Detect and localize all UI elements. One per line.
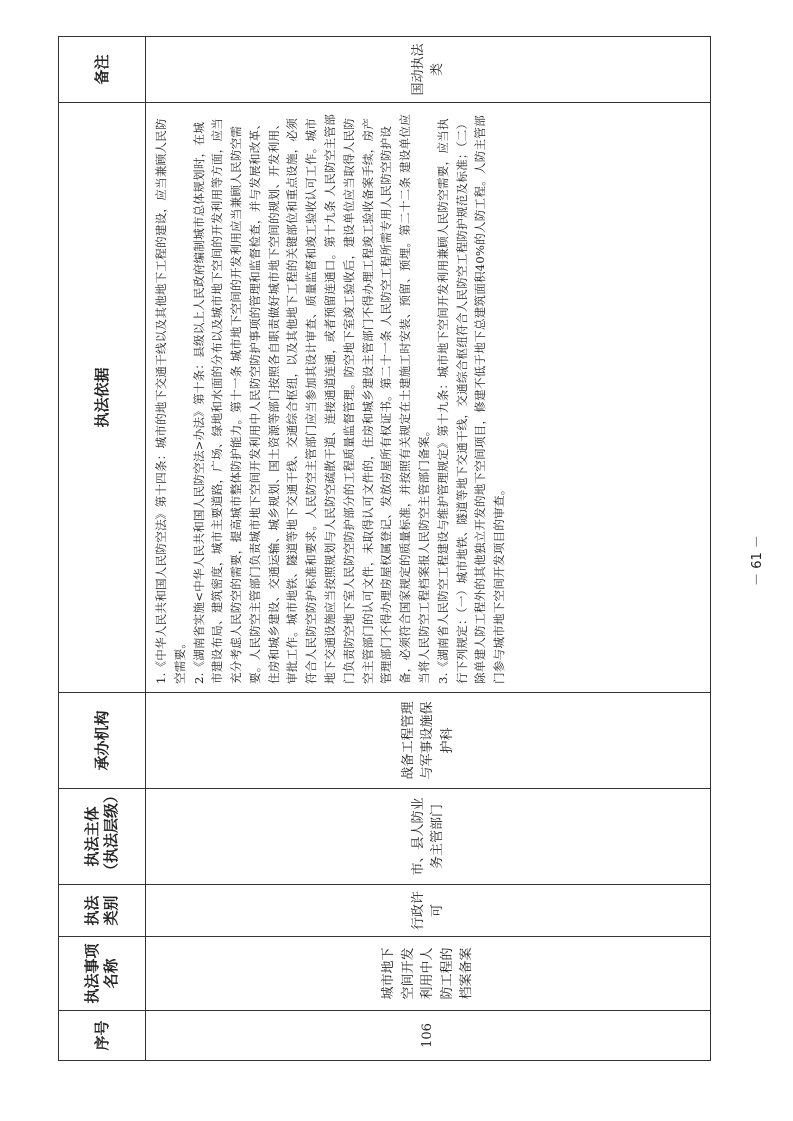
cell-agency: 战备工程管理与军事设施保护科 bbox=[146, 693, 711, 789]
header-row bbox=[59, 37, 146, 1061]
cell-remark: 国动执法类 bbox=[146, 37, 711, 103]
header-item-name: 执法事项名称 bbox=[59, 937, 146, 1011]
enforcement-table bbox=[58, 36, 711, 1061]
basis-paragraph-3: 3.《湖南省人民防空工程建设与维护管理规定》第十九条：城市地下空间开发利用兼顾人民防空需要，应当执行下列规定：（一）城市地铁、隧道等地下交通干线，交通综合枢纽符合人民防空工程防护规范及标准；（二）除单建人防工程外的其他独立开发的地下空间项目，修建不低于地下总建筑面积40%的人防工程。人防主管部门参与城市地下空间开发项目的审查。 bbox=[435, 115, 507, 684]
header-basis: 执法依据 bbox=[59, 103, 146, 693]
basis-paragraph-2: 2.《湖南省实施<中华人民共和国人民防空法>办法》第十条：县级以上人民政府编制城市总体规划时，在城市建设布局、建筑密度，城市主要道路，广场、绿地和水面的分布以及城市地下空间的开发利用等方面，应当充分考虑人民防空的需要，提高城市整体防护能力。第十一条 城市地下空间的开发利用应当兼顾人民防空需要。人民防空主管部门负责城市地下空间开发利用中人民防空防护事项的管理和监督检查，并与发展和改革、住房和城乡建设、交通运输、城乡规划、国土资源等部门按照各自职责做好城市地下空间的规划、开发利用、审批工作。城市地铁、隧道等地下交通干线、交通综合枢纽，以及其他地下工程的关键部位和重点设施，必须符合人民防空防护标准和要求。人民防空主管部门应当参加其设计审查、质量监督和竣工验收认可工作。城市地下交通设施应当按照规划与人民防空疏散干道、连接通道连通，或者预留连通口。第十九条 人民防空主管部门负责防空地下室人民防空防护部分的工程质量监督管理。防空地下室竣工验收后，建设单位应当取得人民防空主管部门的认可文件，未取得认可文件的，住房和城乡建设主管部门不得办理工程竣工验收备案手续，房产管理部门不得办理房屋权属登记、发放房屋所有权证书。第二十一条 人民防空工程所需专用人民防空防护设备，必须符合国家规定的质量标准，并按照有关规定在土建施工时安装、预留、预埋。第二十二条 建设单位应当将人民防空工程档案报人民防空主管部门备案。 bbox=[191, 114, 431, 684]
header-category: 执法类别 bbox=[59, 885, 146, 937]
header-no: 序号 bbox=[59, 1011, 146, 1061]
cell-no: 106 bbox=[146, 1011, 711, 1061]
basis-paragraph-1: 1.《中华人民共和国人民防空法》第十四条：城市的地下交通干线以及其他地下工程的建设，应当兼顾人民防空需要。 bbox=[154, 118, 187, 684]
header-agency: 承办机构 bbox=[59, 693, 146, 789]
cell-item-name: 城市地下空间开发利用中人防工程的档案备案 bbox=[146, 937, 711, 1011]
header-subject: 执法主体（执法层级） bbox=[59, 789, 146, 885]
cell-basis bbox=[146, 103, 711, 693]
cell-subject: 市、县人防业务主管部门 bbox=[146, 789, 711, 885]
header-remark: 备注 bbox=[59, 37, 146, 103]
cell-category: 行政许可 bbox=[146, 885, 711, 937]
page-number: － 61 － bbox=[750, 535, 765, 586]
table-row bbox=[146, 37, 711, 1061]
